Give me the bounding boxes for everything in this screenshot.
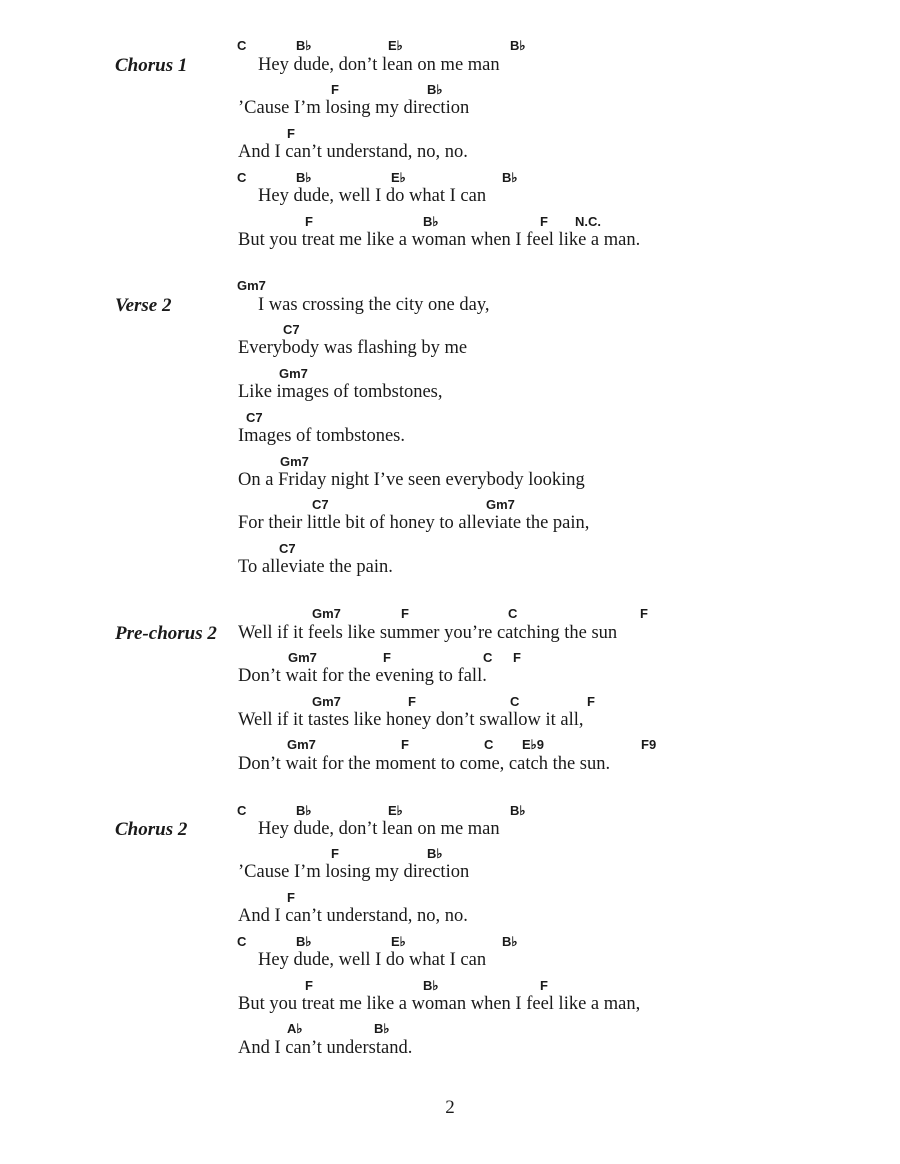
lyric-line: Hey dude, well I do what I can	[258, 950, 487, 970]
chord: C	[484, 737, 494, 752]
chord: F	[287, 890, 295, 905]
chord: C	[237, 170, 247, 185]
lyric-line: Hey dude, don’t lean on me man	[258, 819, 500, 839]
chord: C	[483, 650, 493, 665]
chord: B♭	[296, 170, 312, 185]
chord: B♭	[374, 1021, 390, 1036]
chord: B♭	[296, 38, 312, 53]
lyric-line: ’Cause I’m losing my direction	[238, 98, 470, 118]
chord: F9	[641, 737, 657, 752]
chord: F	[305, 978, 313, 993]
chord: B♭	[510, 803, 526, 818]
chord: B♭	[296, 934, 312, 949]
chord: C7	[246, 410, 263, 425]
page-number: 2	[445, 1097, 455, 1118]
chord: E♭	[388, 803, 403, 818]
chord: E♭9	[522, 737, 545, 752]
chord: B♭	[502, 170, 518, 185]
section-label-chorus-2: Chorus 2	[115, 819, 188, 840]
chord: C	[237, 803, 247, 818]
chord: C7	[283, 322, 300, 337]
chord: Gm7	[486, 497, 515, 512]
chord: F	[401, 737, 409, 752]
chord: N.C.	[575, 214, 601, 229]
chord: F	[287, 126, 295, 141]
chord: Gm7	[312, 606, 341, 621]
lyric-line: And I can’t understand, no, no.	[238, 142, 468, 162]
chord: B♭	[423, 214, 439, 229]
lyric-line: To alleviate the pain.	[238, 557, 393, 577]
chord: F	[587, 694, 595, 709]
lyric-line: On a Friday night I’ve seen everybody looking	[238, 470, 585, 490]
lyric-line: For their little bit of honey to alleviate the pain,	[238, 513, 590, 533]
chord: Gm7	[288, 650, 317, 665]
section-label-chorus-1: Chorus 1	[115, 55, 188, 76]
chord: E♭	[388, 38, 403, 53]
lyric-line: And I can’t understand, no, no.	[238, 906, 468, 926]
lyric-line: Like images of tombstones,	[238, 382, 443, 402]
chord: C	[508, 606, 518, 621]
chord: F	[331, 82, 339, 97]
lyric-line: But you treat me like a woman when I feel like a man,	[238, 994, 641, 1014]
lyric-line: Well if it feels like summer you’re catching the sun	[238, 623, 618, 643]
chord: B♭	[510, 38, 526, 53]
chord: F	[383, 650, 391, 665]
chord: F	[408, 694, 416, 709]
lyric-line: Hey dude, well I do what I can	[258, 186, 487, 206]
lyric-line: Don’t wait for the evening to fall.	[238, 666, 487, 686]
chord: C	[237, 38, 247, 53]
lyric-line: Images of tombstones.	[238, 426, 405, 446]
chord: F	[640, 606, 648, 621]
chord: B♭	[423, 978, 439, 993]
chord: F	[540, 978, 548, 993]
chord: C	[510, 694, 520, 709]
lyric-line: I was crossing the city one day,	[258, 295, 490, 315]
chord: F	[401, 606, 409, 621]
chord: Gm7	[312, 694, 341, 709]
lyric-line: But you treat me like a woman when I feel like a man.	[238, 230, 641, 250]
chord: F	[331, 846, 339, 861]
chord: E♭	[391, 934, 406, 949]
lyric-line: ’Cause I’m losing my direction	[238, 862, 470, 882]
chord: C7	[279, 541, 296, 556]
chord: C	[237, 934, 247, 949]
chord: C7	[312, 497, 329, 512]
lyric-line: Don’t wait for the moment to come, catch the sun.	[238, 754, 611, 774]
section-label-verse-2: Verse 2	[115, 295, 172, 316]
chord: Gm7	[279, 366, 308, 381]
chord: E♭	[391, 170, 406, 185]
chord: B♭	[502, 934, 518, 949]
chord: A♭	[287, 1021, 303, 1036]
chord: F	[305, 214, 313, 229]
chord: Gm7	[287, 737, 316, 752]
chord: B♭	[296, 803, 312, 818]
chord: Gm7	[280, 454, 309, 469]
lyric-line: Hey dude, don’t lean on me man	[258, 55, 500, 75]
chord: F	[513, 650, 521, 665]
chord: B♭	[427, 82, 443, 97]
lyric-line: And I can’t understand.	[238, 1038, 413, 1058]
chord: B♭	[427, 846, 443, 861]
chord: Gm7	[237, 278, 266, 293]
chord: F	[540, 214, 548, 229]
lyric-line: Everybody was flashing by me	[238, 338, 468, 358]
section-label-pre-chorus-2: Pre-chorus 2	[115, 623, 217, 644]
lyric-line: Well if it tastes like honey don’t swallow it all,	[238, 710, 584, 730]
